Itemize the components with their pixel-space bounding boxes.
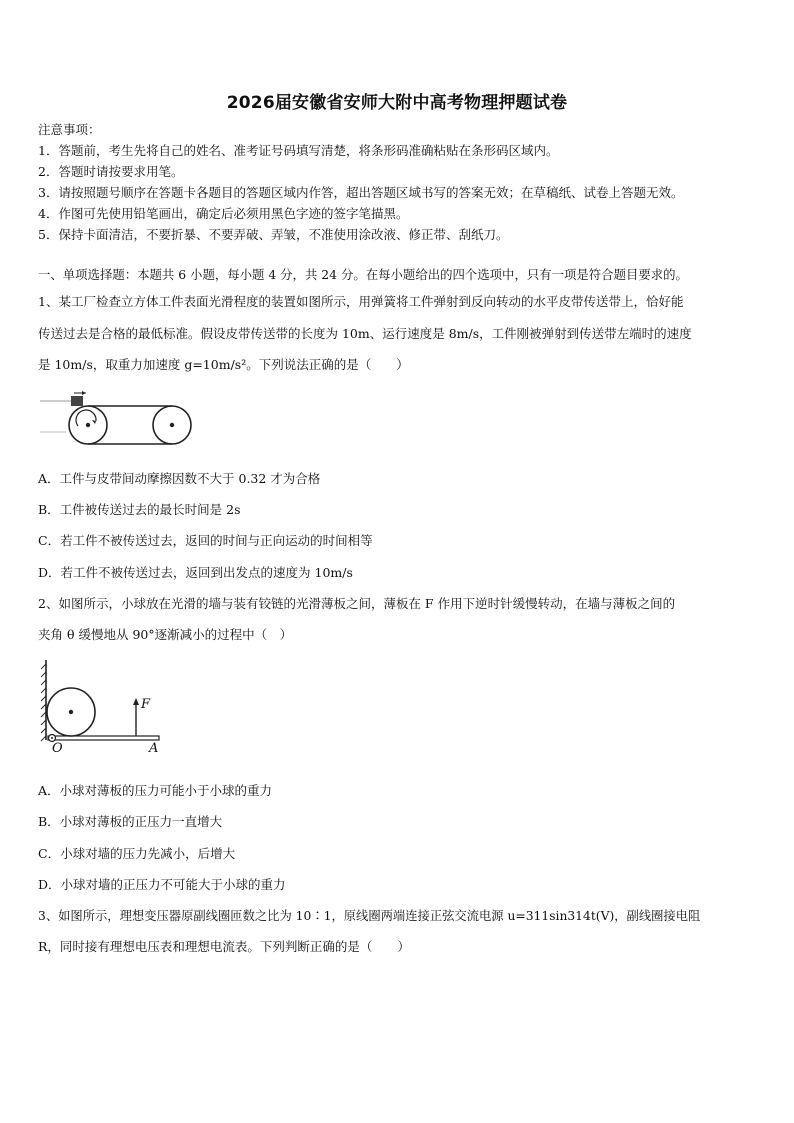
option-b: B．小球对薄板的正压力一直增大 — [38, 814, 223, 829]
question-line: 是 10m/s，取重力加速度 g=10m/s²。下列说法正确的是（ ） — [38, 357, 409, 372]
notice-item: 2．答题时请按要求用笔。 — [38, 164, 184, 179]
ball-board-figure — [38, 656, 173, 756]
question-line: 传送过去是合格的最低标准。假设皮带传送带的长度为 10m、运行速度是 8m/s，工件刚被弹射到传送带左端时的速度 — [38, 326, 692, 341]
option-a: A．小球对薄板的压力可能小于小球的重力 — [38, 783, 273, 798]
section-heading: 一、单项选择题：本题共 6 小题，每小题 4 分，共 24 分。在每小题给出的四个选项中，只有一项是符合题目要求的。 — [38, 267, 688, 282]
notice-item: 3．请按照题号顺序在答题卡各题目的答题区域内作答，超出答题区域书写的答案无效；在草稿纸、试卷上答题无效。 — [38, 185, 684, 200]
notice-item: 4．作图可先使用铅笔画出，确定后必须用黑色字迹的签字笔描黑。 — [38, 206, 409, 221]
question-line: 1、某工厂检查立方体工件表面光滑程度的装置如图所示，用弹簧将工件弹射到反向转动的水平皮带传送带上，恰好能 — [38, 294, 684, 309]
option-a: A．工件与皮带间动摩擦因数不大于 0.32 才为合格 — [38, 471, 321, 486]
page-title: 2026届安徽省安师大附中高考物理押题试卷 — [226, 93, 568, 113]
question-line: 3、如图所示，理想变压器原副线圈匝数之比为 10∶1，原线圈两端连接正弦交流电源 u=311sin314t(V)，副线圈接电阻 — [38, 909, 701, 923]
question-line: 2、如图所示，小球放在光滑的墙与装有铰链的光滑薄板之间，薄板在 F 作用下逆时针缓慢转动，在墙与薄板之间的 — [38, 596, 676, 611]
option-c: C．若工件不被传送过去，返回的时间与正向运动的时间相等 — [38, 533, 373, 548]
conveyor-belt-figure — [38, 388, 198, 452]
option-c: C．小球对墙的压力先减小，后增大 — [38, 846, 236, 861]
question-line: 夹角 θ 缓慢地从 90°逐渐减小的过程中（ ） — [38, 627, 293, 642]
board-end-label: A — [149, 741, 159, 756]
question-line: R，同时接有理想电压表和理想电流表。下列判断正确的是（ ） — [38, 939, 410, 954]
hinge-label: O — [52, 741, 63, 756]
option-d: D．若工件不被传送过去，返回到出发点的速度为 10m/s — [38, 565, 353, 580]
notice-heading: 注意事项： — [38, 122, 101, 137]
notice-item: 5．保持卡面清洁，不要折暴、不要弄破、弄皱，不准使用涂改液、修正带、刮纸刀。 — [38, 227, 509, 242]
notice-item: 1．答题前，考生先将自己的姓名、准考证号码填写清楚，将条形码准确粘贴在条形码区域内。 — [38, 143, 559, 158]
force-label: F — [141, 697, 151, 712]
option-b: B．工件被传送过去的最长时间是 2s — [38, 502, 241, 517]
option-d: D．小球对墙的正压力不可能大于小球的重力 — [38, 877, 286, 892]
